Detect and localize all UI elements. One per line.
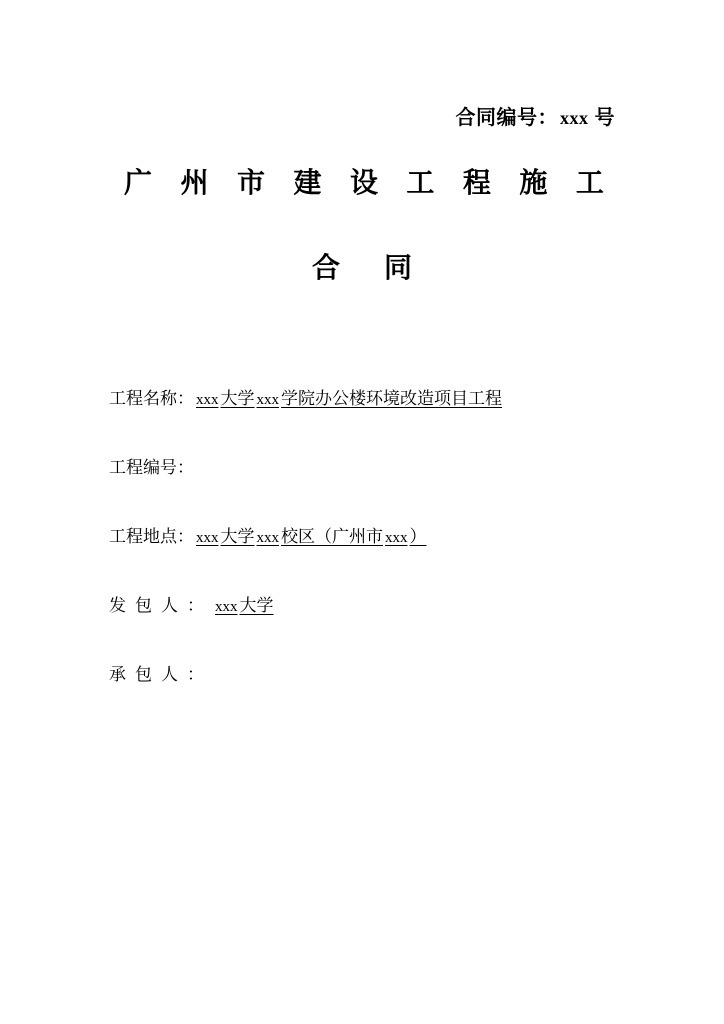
value-part: xxx [196, 530, 219, 546]
contract-number-suffix: 号 [594, 105, 615, 129]
value-part: xxx [256, 392, 279, 408]
value-part: xxx [385, 530, 408, 546]
value-part: xxx [196, 392, 219, 408]
value-part: 校区（广州市 [281, 527, 383, 547]
contractor-field [109, 660, 213, 685]
value-part: 大学 [239, 596, 274, 616]
value-part: 大学 [220, 527, 255, 547]
project-name-label: 工程名称： [109, 389, 194, 409]
contractor-label: 承包人： [109, 665, 213, 685]
title-char: 同 [384, 251, 413, 284]
contract-number [456, 101, 616, 130]
project-location-field [109, 522, 429, 547]
project-name-field [109, 384, 504, 409]
value-part: 大学 [220, 389, 255, 409]
title-char: 州 [180, 166, 209, 199]
title-char: 设 [349, 166, 378, 199]
title-char: 程 [462, 166, 491, 199]
employer-value [213, 591, 276, 616]
project-number-field [109, 453, 194, 478]
project-name-value [194, 384, 504, 409]
title-char: 施 [519, 166, 548, 199]
project-location-label: 工程地点： [109, 527, 194, 547]
title-char: 建 [293, 166, 322, 199]
value-part: 学院办公楼环境改造项目工程 [281, 389, 502, 409]
title-char: 工 [406, 166, 435, 199]
value-part: ） [409, 527, 427, 547]
employer-label: 发包人： [109, 596, 213, 616]
project-number-label: 工程编号： [109, 458, 194, 478]
document-title-line-2 [0, 246, 724, 286]
value-part: xxx [215, 599, 238, 615]
project-location-value [194, 522, 429, 547]
value-part: xxx [256, 530, 279, 546]
title-char: 市 [236, 166, 265, 199]
title-char: 合 [311, 251, 340, 284]
title-char: 工 [575, 166, 604, 199]
document-title-line-1 [124, 161, 604, 201]
contract-number-label: 合同编号： [455, 105, 558, 129]
title-char: 广 [124, 166, 153, 199]
contract-number-value: xxx [560, 108, 589, 128]
employer-field [109, 591, 276, 616]
